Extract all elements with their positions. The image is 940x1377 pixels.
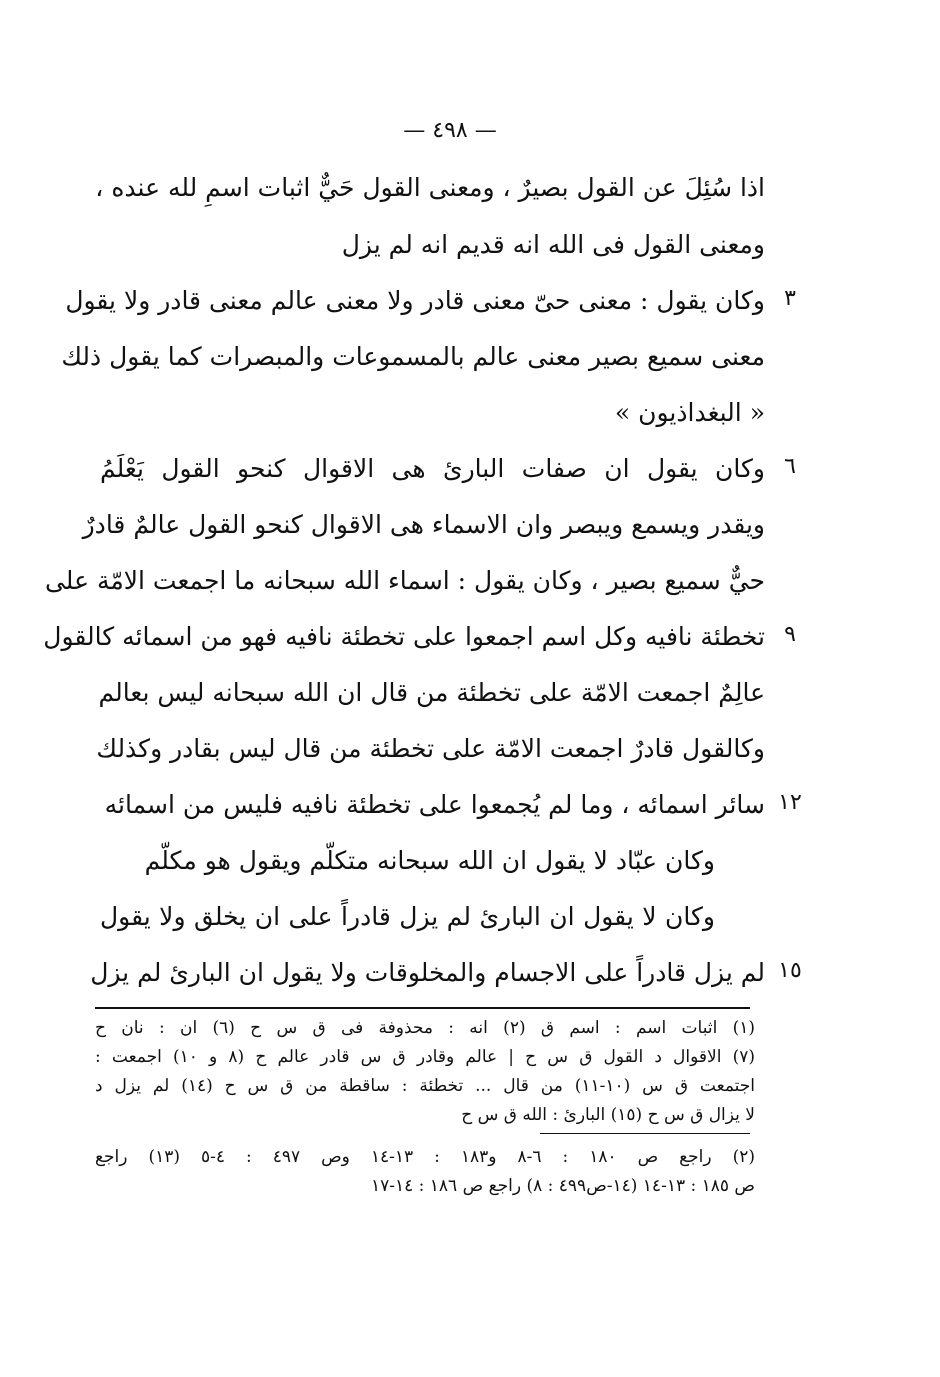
text-line: وكان عبّاد لا يقول ان الله سبحانه متكلّم ويقول هو مكلّم: [144, 846, 715, 875]
text-line: ويقدر ويسمع ويبصر وان الاسماء هى الاقوال كنحو القول عالمٌ قادرٌ: [82, 510, 765, 539]
line-number: ١٢: [778, 790, 802, 815]
text-line: وكان يقول ان صفات البارئ هى الاقوال كنحو القول يَعْلَمُ: [100, 454, 765, 483]
footnote-line: (١) اثبات اسم : اسم ق (٢) انه : محذوفة فى ق س ح (٦) ان : نان ح: [95, 1018, 755, 1038]
references-separator: [540, 1133, 750, 1134]
text-line: سائر اسمائه ، وما لم يُجمعوا على تخطئة نافيه فليس من اسمائه: [104, 790, 765, 819]
reference-line: ص ١٨٥ : ١٣-١٤ (١٤-ص٤٩٩ : ٨) راجع ص ١٨٦ : ١٤-١٧: [370, 1176, 755, 1196]
text-line: وكان لا يقول ان البارئ لم يزل قادراً على ان يخلق ولا يقول: [100, 902, 715, 931]
text-line: عالِمٌ اجمعت الامّة على تخطئة من قال ان الله سبحانه ليس بعالم: [98, 678, 765, 707]
reference-line: (٢) راجع ص ١٨٠ : ٦-٨ و١٨٣ : ١٣-١٤ وص ٤٩٧ : ٤-٥ (١٣) راجع: [95, 1147, 756, 1167]
text-line: وكان يقول : معنى حىّ معنى قادر ولا معنى عالم معنى قادر ولا يقول: [65, 286, 765, 315]
line-number: ٩: [784, 622, 796, 647]
footnote-line: اجتمعت ق س (١٠-١١) من قال ... تخطئة : ساقطة من ق س ح (١٤) لم يزل د: [95, 1076, 756, 1096]
text-line: معنى سميع بصير معنى عالم بالمسموعات والمبصرات كما يقول ذلك: [61, 342, 765, 371]
text-line: لم يزل قادراً على الاجسام والمخلوقات ولا يقول ان البارئ لم يزل: [90, 958, 765, 987]
text-line: « البغداذيون »: [614, 398, 765, 427]
text-line: وكالقول قادرٌ اجمعت الامّة على تخطئة من قال ليس بقادر وكذلك: [96, 734, 765, 763]
text-line: ومعنى القول فى الله انه قديم انه لم يزل: [341, 230, 765, 259]
text-line: تخطئة نافيه وكل اسم اجمعوا على تخطئة نافيه فهو من اسمائه كالقول: [43, 622, 765, 651]
line-number: ٣: [784, 286, 796, 311]
line-number: ١٥: [778, 958, 802, 983]
text-line: حيٌّ سميع بصير ، وكان يقول : اسماء الله سبحانه ما اجمعت الامّة على: [44, 566, 765, 595]
footnote-separator: [95, 1007, 750, 1009]
footnote-line: لا يزال ق س ح (١٥) البارئ : الله ق س ح: [461, 1105, 755, 1125]
line-number: ٦: [784, 454, 796, 479]
page-number: — ٤٩٨ —: [403, 118, 497, 143]
footnote-line: (٧) الاقوال د القول ق س ح | عالم وقادر ق س قادر عالم ح (٨ و ١٠) اجمعت :: [95, 1047, 755, 1067]
text-line: اذا سُئِلَ عن القول بصيرٌ ، ومعنى القول حَيٌّ اثبات اسمِ لله عنده ،: [95, 173, 765, 202]
